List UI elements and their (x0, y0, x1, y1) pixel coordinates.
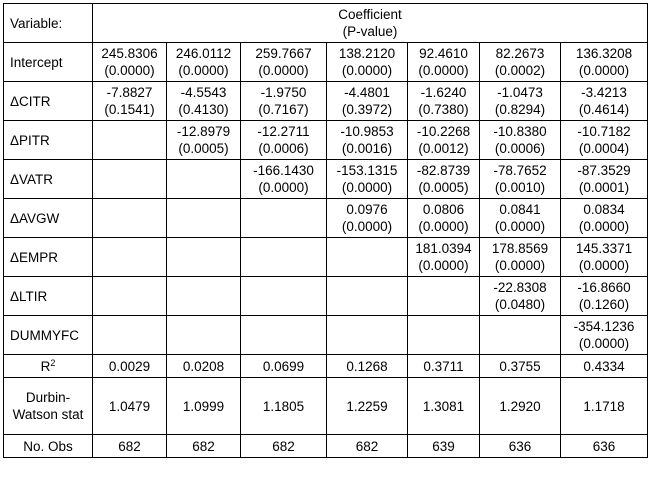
coefficient-cell (167, 199, 241, 238)
observations-value: 639 (408, 435, 480, 458)
p-value: (0.0016) (341, 141, 393, 156)
coefficient-cell (167, 160, 241, 199)
p-value: (0.0000) (104, 63, 155, 78)
variable-name: DUMMYFC (4, 316, 93, 355)
variable-name: ΔVATR (4, 160, 93, 199)
p-value: (0.3972) (341, 102, 393, 117)
coefficient-cell (241, 43, 327, 82)
coefficient-value: -16.8660 (577, 280, 631, 295)
coefficient-cell (327, 121, 408, 160)
coefficient-cell (561, 82, 648, 121)
observations-value: 636 (480, 435, 561, 458)
coefficient-value: 178.8569 (491, 241, 549, 256)
coefficient-label: Coefficient (338, 7, 402, 22)
observations-value: 636 (561, 435, 648, 458)
coefficient-cell (480, 82, 561, 121)
observations-row (4, 435, 648, 458)
coefficient-value: -4.5543 (180, 85, 227, 100)
durbin-watson-value: 1.2259 (327, 378, 408, 435)
coefficient-value: -7.8827 (106, 85, 153, 100)
coefficient-cell (408, 238, 480, 277)
observations-value: 682 (241, 435, 327, 458)
coefficient-cell (480, 277, 561, 316)
coefficient-value: -22.8308 (493, 280, 547, 295)
coefficient-row (4, 316, 648, 355)
p-value: (0.0006) (258, 141, 309, 156)
coefficient-cell (93, 238, 167, 277)
coefficient-value: -3.4213 (581, 85, 627, 100)
p-value: (0.0000) (494, 258, 546, 273)
p-value: (0.0000) (258, 180, 309, 195)
p-value: (0.0002) (494, 63, 546, 78)
coefficient-cell (561, 238, 648, 277)
coefficient-cell (93, 316, 167, 355)
coefficient-header (93, 4, 648, 43)
coefficient-cell (408, 160, 480, 199)
p-value: (0.0000) (418, 63, 469, 78)
coefficient-cell (241, 238, 327, 277)
durbin-watson-value: 1.3081 (408, 378, 480, 435)
coefficient-row (4, 43, 648, 82)
coefficient-row (4, 199, 648, 238)
coefficient-cell (408, 199, 480, 238)
coefficient-rows (4, 43, 648, 355)
r-squared-label: $R^2$ (4, 355, 93, 378)
p-value: (0.8294) (494, 102, 546, 117)
coefficient-cell (408, 82, 480, 121)
coefficient-value: -82.8739 (416, 163, 471, 178)
coefficient-cell (167, 43, 241, 82)
r-squared-value: 0.4334 (561, 355, 648, 378)
p-value: (0.0000) (258, 63, 309, 78)
coefficient-cell (480, 199, 561, 238)
coefficient-cell (480, 316, 561, 355)
coefficient-value: -1.6240 (420, 85, 467, 100)
coefficient-cell (93, 121, 167, 160)
variable-name: Intercept (4, 43, 93, 82)
coefficient-cell (480, 43, 561, 82)
coefficient-value: -4.4801 (344, 85, 390, 100)
coefficient-value: 136.3208 (575, 46, 633, 61)
coefficient-cell (480, 160, 561, 199)
coefficient-value: 0.0834 (583, 202, 625, 217)
p-value: (0.0480) (494, 297, 546, 312)
coefficient-value: -12.8979 (176, 124, 231, 139)
regression-table-container (3, 3, 648, 458)
coefficient-value: 181.0394 (415, 241, 472, 256)
coefficient-row (4, 121, 648, 160)
coefficient-value: 0.0806 (422, 202, 465, 217)
coefficient-cell (167, 121, 241, 160)
coefficient-value: -10.7182 (577, 124, 631, 139)
variable-name: ΔLTIR (4, 277, 93, 316)
coefficient-cell (327, 43, 408, 82)
p-value: (0.0006) (494, 141, 546, 156)
coefficient-cell (93, 43, 167, 82)
variable-name: ΔEMPR (4, 238, 93, 277)
coefficient-cell (408, 121, 480, 160)
coefficient-value: -12.2711 (257, 124, 310, 139)
coefficient-row (4, 277, 648, 316)
coefficient-value: 0.0841 (499, 202, 541, 217)
p-value: (0.0000) (418, 219, 469, 234)
p-value: (0.0000) (341, 180, 393, 195)
coefficient-cell (241, 121, 327, 160)
coefficient-cell (561, 316, 648, 355)
durbin-watson-value: 1.0479 (93, 378, 167, 435)
coefficient-value: -78.7652 (493, 163, 547, 178)
coefficient-cell (327, 238, 408, 277)
coefficient-cell (327, 316, 408, 355)
coefficient-value: 259.7667 (255, 46, 312, 61)
observations-value: 682 (93, 435, 167, 458)
pvalue-label: (P-value) (342, 24, 398, 39)
coefficient-cell (561, 160, 648, 199)
coefficient-cell (408, 43, 480, 82)
p-value: (0.0000) (178, 63, 229, 78)
coefficient-cell (167, 82, 241, 121)
p-value: (0.0000) (494, 219, 546, 234)
r-squared-row (4, 355, 648, 378)
durbin-watson-value: 1.1718 (561, 378, 648, 435)
coefficient-cell (408, 277, 480, 316)
coefficient-row (4, 238, 648, 277)
coefficient-cell (93, 82, 167, 121)
coefficient-value: 82.2673 (495, 46, 545, 61)
durbin-watson-value: 1.2920 (480, 378, 561, 435)
observations-label: No. Obs (4, 435, 93, 458)
coefficient-value: 92.4610 (419, 46, 468, 61)
p-value: (0.0012) (418, 141, 469, 156)
coefficient-cell (93, 160, 167, 199)
header-row (4, 4, 648, 43)
coefficient-cell (480, 121, 561, 160)
p-value: (0.0000) (578, 258, 630, 273)
r-squared-value: 0.3755 (480, 355, 561, 378)
durbin-watson-row (4, 378, 648, 435)
coefficient-cell (167, 316, 241, 355)
p-value: (0.7167) (258, 102, 309, 117)
p-value: (0.0000) (418, 258, 469, 273)
coefficient-cell (561, 43, 648, 82)
coefficient-cell (167, 238, 241, 277)
variable-name: ΔCITR (4, 82, 93, 121)
coefficient-value: -153.1315 (336, 163, 398, 178)
p-value: (0.1541) (104, 102, 155, 117)
coefficient-value: -10.2268 (416, 124, 471, 139)
coefficient-cell (241, 82, 327, 121)
coefficient-cell (167, 277, 241, 316)
p-value: (0.0005) (178, 141, 229, 156)
coefficient-value: -1.9750 (260, 85, 307, 100)
observations-value: 682 (167, 435, 241, 458)
p-value: (0.0000) (341, 219, 393, 234)
r-squared-value: 0.1268 (327, 355, 408, 378)
r-squared-value: 0.3711 (408, 355, 480, 378)
coefficient-cell (241, 160, 327, 199)
observations-value: 682 (327, 435, 408, 458)
coefficient-value: -10.9853 (340, 124, 394, 139)
coefficient-cell (327, 199, 408, 238)
regression-table (3, 3, 648, 458)
p-value: (0.0000) (341, 63, 393, 78)
coefficient-cell (561, 121, 648, 160)
variable-name: ΔPITR (4, 121, 93, 160)
durbin-watson-value: 1.0999 (167, 378, 241, 435)
p-value: (0.0000) (578, 63, 630, 78)
coefficient-cell (561, 277, 648, 316)
coefficient-cell (327, 82, 408, 121)
coefficient-value: 138.2120 (338, 46, 396, 61)
coefficient-value: -1.0473 (497, 85, 543, 100)
p-value: (0.0001) (578, 180, 630, 195)
coefficient-cell (327, 277, 408, 316)
coefficient-cell (327, 160, 408, 199)
coefficient-value: 0.0976 (346, 202, 388, 217)
p-value: (0.0004) (578, 141, 630, 156)
p-value: (0.4614) (578, 102, 630, 117)
coefficient-value: -166.1430 (253, 163, 314, 178)
coefficient-value: -354.1236 (573, 319, 635, 334)
variable-header: Variable: (4, 4, 93, 43)
coefficient-row (4, 82, 648, 121)
coefficient-cell (408, 316, 480, 355)
p-value: (0.1260) (578, 297, 630, 312)
durbin-watson-value: 1.1805 (241, 378, 327, 435)
coefficient-cell (241, 199, 327, 238)
durbin-watson-label: Durbin-Watson stat (4, 378, 93, 435)
p-value: (0.4130) (178, 102, 229, 117)
coefficient-cell (480, 238, 561, 277)
p-value: (0.0010) (494, 180, 546, 195)
r-squared-value: 0.0208 (167, 355, 241, 378)
coefficient-cell (241, 277, 327, 316)
coefficient-value: -10.8380 (493, 124, 547, 139)
coefficient-cell (241, 316, 327, 355)
p-value: (0.7380) (418, 102, 469, 117)
coefficient-value: 245.8306 (101, 46, 158, 61)
coefficient-value: -87.3529 (577, 163, 631, 178)
p-value: (0.0000) (578, 219, 630, 234)
coefficient-cell (561, 199, 648, 238)
p-value: (0.0005) (418, 180, 469, 195)
coefficient-cell (93, 277, 167, 316)
r-squared-value: 0.0029 (93, 355, 167, 378)
r-squared-value: 0.0699 (241, 355, 327, 378)
p-value: (0.0000) (578, 336, 630, 351)
variable-name: ΔAVGW (4, 199, 93, 238)
coefficient-value: 246.0112 (175, 46, 232, 61)
coefficient-value: 145.3371 (575, 241, 633, 256)
coefficient-cell (93, 199, 167, 238)
coefficient-row (4, 160, 648, 199)
